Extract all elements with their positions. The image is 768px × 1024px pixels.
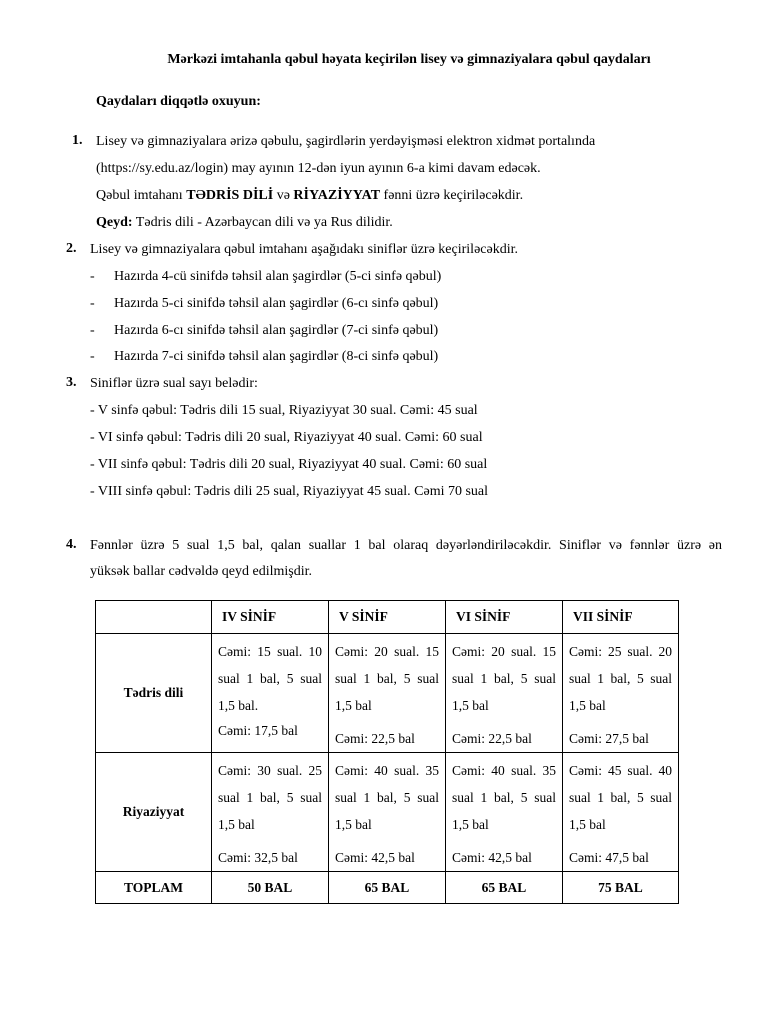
item-number: 4. bbox=[66, 537, 77, 552]
question-count-line: - VII sinfə qəbul: Tədris dili 20 sual, Riyaziyyat 40 sual. Cəmi: 60 sual bbox=[90, 457, 488, 472]
score-table bbox=[95, 600, 679, 904]
cell-text: Cəmi: 45 sual. 40 sual 1 bal, 5 sual 1,5 bal bbox=[569, 763, 672, 832]
table-cell bbox=[212, 753, 329, 872]
row-label: Tədris dili bbox=[96, 634, 212, 753]
bullet-dash: - bbox=[90, 296, 95, 311]
cell-text: Cəmi: 20 sual. 15 sual 1 bal, 5 sual 1,5 bal bbox=[335, 644, 439, 713]
table-total-row bbox=[96, 872, 679, 904]
item-2-intro: Lisey və gimnaziyalara qəbul imtahanı aşağıdakı siniflər üzrə keçiriləcəkdir. bbox=[90, 242, 518, 257]
table-cell bbox=[329, 753, 446, 872]
exam-prefix: Qəbul imtahanı bbox=[96, 188, 187, 203]
total-value: 65 BAL bbox=[446, 872, 563, 904]
total-value: 50 BAL bbox=[212, 872, 329, 904]
cell-text: Cəmi: 40 sual. 35 sual 1 bal, 5 sual 1,5 bal bbox=[452, 763, 556, 832]
cell-text: Cəmi: 25 sual. 20 sual 1 bal, 5 sual 1,5 bal bbox=[569, 644, 672, 713]
cell-text: Cəmi: 20 sual. 15 sual 1 bal, 5 sual 1,5 bal bbox=[452, 644, 556, 713]
table-corner-cell bbox=[96, 601, 212, 634]
bullet-dash: - bbox=[90, 349, 95, 364]
cell-text: Cəmi: 15 sual. 10 sual 1 bal, 5 sual 1,5 bal. bbox=[218, 644, 322, 713]
table-cell bbox=[446, 634, 563, 753]
bullet-text: Hazırda 5-ci sinifdə təhsil alan şagirdlər (6-cı sinfə qəbul) bbox=[114, 296, 439, 311]
table-cell bbox=[446, 753, 563, 872]
total-label: TOPLAM bbox=[96, 872, 212, 904]
item-1-exam-line bbox=[96, 187, 523, 205]
bullet-text: Hazırda 6-cı sinifdə təhsil alan şagirdlər (7-ci sinfə qəbul) bbox=[114, 323, 439, 338]
table-cell bbox=[563, 634, 679, 753]
note-text: Tədris dili - Azərbaycan dili və ya Rus dilidir. bbox=[132, 215, 393, 230]
bullet-dash: - bbox=[90, 269, 95, 284]
table-cell bbox=[212, 634, 329, 753]
note-label: Qeyd: bbox=[96, 215, 133, 230]
exam-subject-language: TƏDRİS DİLİ bbox=[186, 188, 274, 203]
table-row bbox=[96, 753, 679, 872]
item-1-note bbox=[96, 214, 393, 232]
table-cell bbox=[329, 634, 446, 753]
bullet-dash: - bbox=[90, 323, 95, 338]
cell-total: Cəmi: 17,5 bal bbox=[218, 723, 298, 738]
cell-total: Cəmi: 47,5 bal bbox=[569, 850, 649, 865]
exam-subject-math: RİYAZİYYAT bbox=[293, 188, 381, 203]
instructions-heading: Qaydaları diqqətlə oxuyun: bbox=[96, 94, 261, 109]
cell-total: Cəmi: 27,5 bal bbox=[569, 731, 649, 746]
total-value: 75 BAL bbox=[563, 872, 679, 904]
page-title: Mərkəzi imtahanla qəbul həyata keçirilən lisey və gimnaziyalara qəbul qaydaları bbox=[167, 52, 651, 67]
total-value: 65 BAL bbox=[329, 872, 446, 904]
table-row bbox=[96, 634, 679, 753]
item-number: 1. bbox=[72, 133, 83, 148]
cell-total: Cəmi: 22,5 bal bbox=[452, 731, 532, 746]
list-item bbox=[90, 268, 442, 286]
question-count-line: - VIII sinfə qəbul: Tədris dili 25 sual, Riyaziyyat 45 sual. Cəmi 70 sual bbox=[90, 484, 489, 499]
item-1-line: (https://sy.edu.az/login) may ayının 12-dən iyun ayının 6-a kimi davam edəcək. bbox=[96, 161, 541, 176]
cell-text: Cəmi: 30 sual. 25 sual 1 bal, 5 sual 1,5 bal bbox=[218, 763, 322, 832]
list-item bbox=[90, 295, 439, 313]
question-count-line: - VI sinfə qəbul: Tədris dili 20 sual, Riyaziyyat 40 sual. Cəmi: 60 sual bbox=[90, 430, 483, 445]
list-item bbox=[90, 348, 439, 366]
row-label: Riyaziyyat bbox=[96, 753, 212, 872]
table-cell bbox=[563, 753, 679, 872]
cell-text: Cəmi: 40 sual. 35 sual 1 bal, 5 sual 1,5 bal bbox=[335, 763, 439, 832]
item-1-line: Lisey və gimnaziyalara ərizə qəbulu, şagirdlərin yerdəyişməsi elektron xidmət portalında bbox=[96, 134, 596, 149]
cell-total: Cəmi: 42,5 bal bbox=[452, 850, 532, 865]
table-header-row bbox=[96, 601, 679, 634]
exam-suffix: fənni üzrə keçiriləcəkdir. bbox=[380, 188, 524, 203]
item-4-line: yüksək ballar cədvəldə qeyd edilmişdir. bbox=[90, 564, 312, 579]
list-item bbox=[90, 322, 439, 340]
cell-total: Cəmi: 22,5 bal bbox=[335, 731, 415, 746]
item-4-line: Fənnlər üzrə 5 sual 1,5 bal, qalan suallar 1 bal olaraq dəyərləndiriləcəkdir. Siniflər və fənnlər üzrə ən bbox=[90, 538, 722, 553]
table-header: V SİNİF bbox=[329, 601, 446, 634]
item-number: 3. bbox=[66, 375, 77, 390]
exam-mid: və bbox=[273, 188, 294, 203]
cell-total: Cəmi: 32,5 bal bbox=[218, 850, 298, 865]
bullet-text: Hazırda 7-ci sinifdə təhsil alan şagirdlər (8-ci sinfə qəbul) bbox=[114, 349, 439, 364]
question-count-line: - V sinfə qəbul: Tədris dili 15 sual, Riyaziyyat 30 sual. Cəmi: 45 sual bbox=[90, 403, 478, 418]
item-number: 2. bbox=[66, 241, 77, 256]
table-header: IV SİNİF bbox=[212, 601, 329, 634]
cell-total: Cəmi: 42,5 bal bbox=[335, 850, 415, 865]
item-3-intro: Siniflər üzrə sual sayı belədir: bbox=[90, 376, 258, 391]
table-header: VI SİNİF bbox=[446, 601, 563, 634]
table-header: VII SİNİF bbox=[563, 601, 679, 634]
bullet-text: Hazırda 4-cü sinifdə təhsil alan şagirdlər (5-ci sinfə qəbul) bbox=[114, 269, 442, 284]
